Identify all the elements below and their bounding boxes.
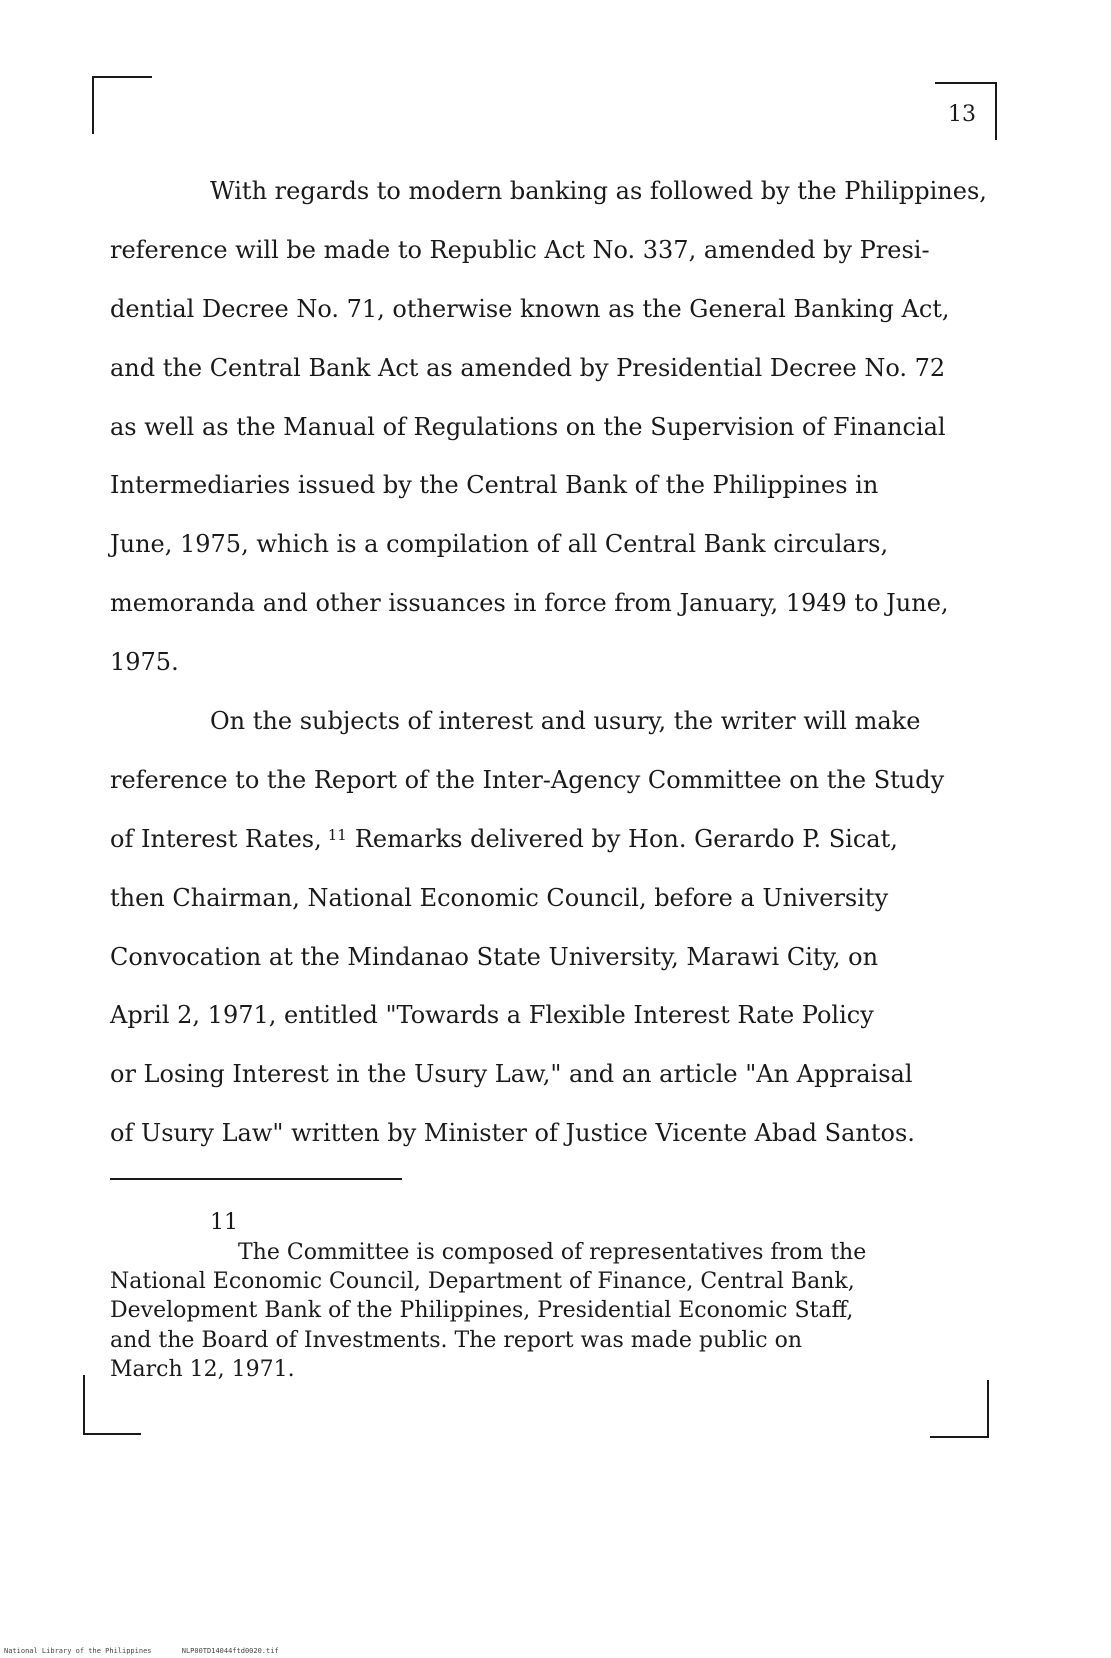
body-line-part: Remarks delivered by Hon. Gerardo P. Sicat, — [354, 824, 898, 853]
body-line-part: of Interest Rates, — [110, 824, 322, 853]
footnote-line: The Committee is composed of representatives from the — [238, 1240, 867, 1265]
body-line: or Losing Interest in the Usury Law," and an article "An Appraisal — [110, 1060, 913, 1089]
footnote-reference: 11 — [327, 825, 347, 844]
crop-mark-bottom-right — [930, 1380, 989, 1438]
body-line: of Usury Law" written by Minister of Justice Vicente Abad Santos. — [110, 1119, 915, 1148]
body-line: then Chairman, National Economic Council, before a University — [110, 883, 889, 912]
body-line: memoranda and other issuances in force from January, 1949 to June, — [110, 589, 949, 618]
footnote-line: March 12, 1971. — [110, 1356, 295, 1382]
body-line: Intermediaries issued by the Central Bank of the Philippines in — [110, 471, 879, 500]
archive-library: National Library of the Philippines — [4, 1647, 152, 1655]
body-line: June, 1975, which is a compilation of all Central Bank circulars, — [110, 530, 889, 559]
footnote-line: National Economic Council, Department of Finance, Central Bank, — [110, 1269, 855, 1295]
body-line-with-footnote — [110, 820, 1020, 879]
footnote-text — [110, 1238, 1010, 1384]
footnote-line: and the Board of Investments. The report was made public on — [110, 1327, 803, 1353]
crop-mark-bottom-left — [83, 1375, 141, 1435]
footnote-separator — [110, 1178, 402, 1180]
body-text — [110, 172, 1020, 1173]
body-line: reference to the Report of the Inter-Agency Committee on the Study — [110, 765, 945, 794]
crop-mark-top-left — [92, 76, 152, 134]
body-line: dential Decree No. 71, otherwise known as the General Banking Act, — [110, 294, 950, 323]
body-line: and the Central Bank Act as amended by Presidential Decree No. 72 — [110, 353, 946, 382]
body-line: April 2, 1971, entitled "Towards a Flexible Interest Rate Policy — [110, 1001, 874, 1030]
archive-stamp — [4, 1647, 305, 1655]
body-line: With regards to modern banking as followed by the Philippines, — [210, 177, 987, 205]
body-line: 1975. — [110, 648, 179, 677]
footnote-number: 11 — [210, 1210, 238, 1235]
body-line: Convocation at the Mindanao State University, Marawi City, on — [110, 942, 879, 971]
body-line: as well as the Manual of Regulations on the Supervision of Financial — [110, 412, 946, 441]
body-line: On the subjects of interest and usury, the writer will make — [210, 707, 921, 736]
body-line: reference will be made to Republic Act No. 337, amended by Presi- — [110, 235, 930, 264]
page-number: 13 — [948, 102, 976, 127]
archive-file: NLP00TD14044ftd0020.tif — [181, 1647, 279, 1655]
footnote-line: Development Bank of the Philippines, Presidential Economic Staff, — [110, 1298, 854, 1324]
